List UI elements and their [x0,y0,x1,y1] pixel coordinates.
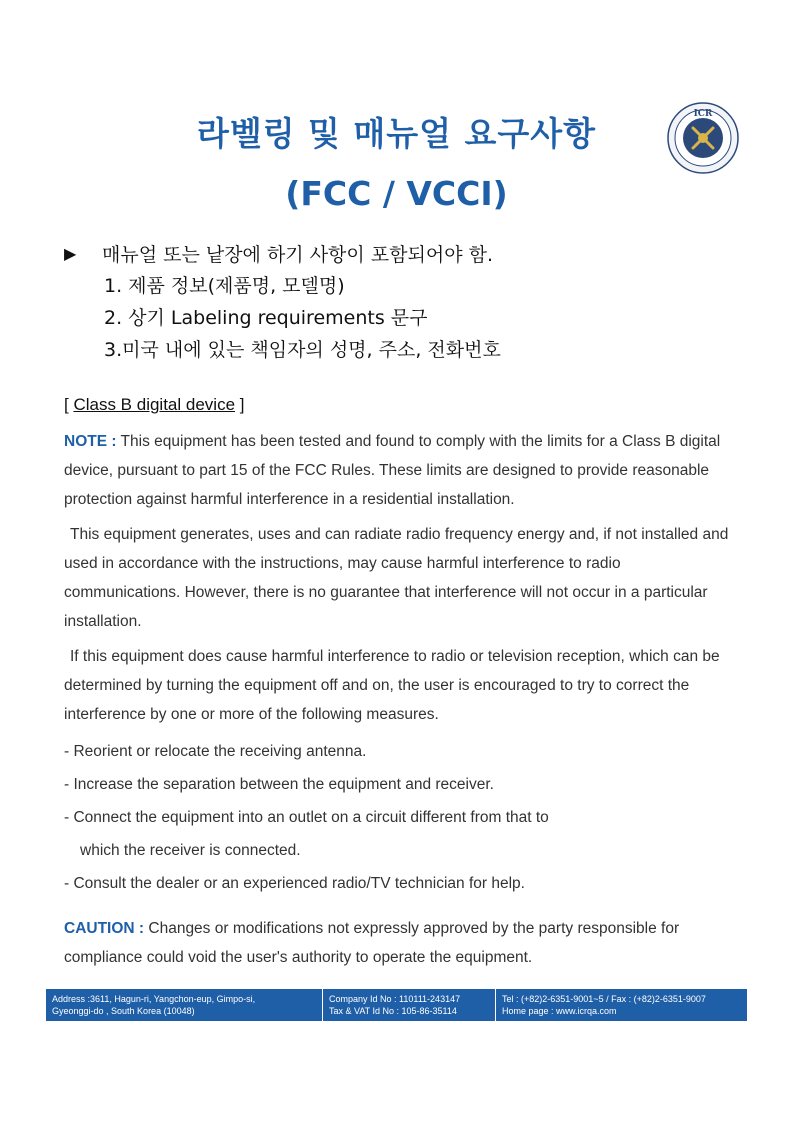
requirement-item: 2. 상기 Labeling requirements 문구 [104,307,428,329]
page-title: 라벨링 및 매뉴얼 요구사항 [196,114,597,153]
fcc-statement [64,390,740,972]
list-item: - Increase the separation between the equipment and receiver. [64,776,494,793]
requirements-lead: 매뉴얼 또는 낱장에 하기 사항이 포함되어야 함. [102,243,494,266]
paragraph: If this equipment does cause harmful interference to radio or television reception, which can be determined by turning the equipment off and on, the user is encouraged to try to correct the interference by one or more of the following measures. [64,648,720,723]
list-item: - Connect the equipment into an outlet on a circuit different from that to [64,809,549,826]
requirements-block [64,236,744,366]
section-title: Class B digital device [73,395,236,414]
icr-seal-logo [667,102,739,174]
list-item: - Reorient or relocate the receiving antenna. [64,743,367,760]
list-item: - Consult the dealer or an experienced radio/TV technician for help. [64,875,525,892]
page-footer [46,989,747,1021]
requirement-item: 3.미국 내에 있는 책임자의 성명, 주소, 전화번호 [104,339,501,361]
note-paragraph: NOTE : This equipment has been tested and found to comply with the limits for a Class B digital device, pursuant to part 15 of the FCC Rules. These limits are designed to provide reasonable protection against harmful interference in a residential installation. [64,433,721,508]
note-label: NOTE : [64,433,117,450]
footer-company-ids: Company Id No : 110111-243147 Tax & VAT Id No : 105-86-35114 [322,989,495,1021]
triangle-bullet-icon: ▶ [64,243,77,263]
footer-address: Address :3611, Hagun-ri, Yangchon-eup, Gimpo-si, Gyeonggi-do , South Korea (10048) [52,994,256,1016]
paragraph: This equipment generates, uses and can radiate radio frequency energy and, if not installed and used in accordance with the instructions, may cause harmful interference to radio communications. However, there is no guarantee that interference will not occur in a particular installation. [64,526,729,630]
page-subtitle: (FCC / VCCI) [285,174,508,213]
requirement-item: 1. 제품 정보(제품명, 모델명) [104,275,345,297]
list-item-continuation: which the receiver is connected. [80,842,301,859]
section-heading: [ Class B digital device ] [64,395,245,414]
footer-contact: Tel : (+82)2-6351-9001~5 / Fax : (+82)2-6351-9007 Home page : www.icrqa.com [495,989,747,1021]
measures-list [64,737,740,902]
caution-label: CAUTION : [64,920,145,937]
svg-text:ICR: ICR [693,109,713,119]
caution-paragraph: CAUTION : Changes or modifications not expressly approved by the party responsible for compliance could void the user's authority to operate the equipment. [64,920,680,966]
